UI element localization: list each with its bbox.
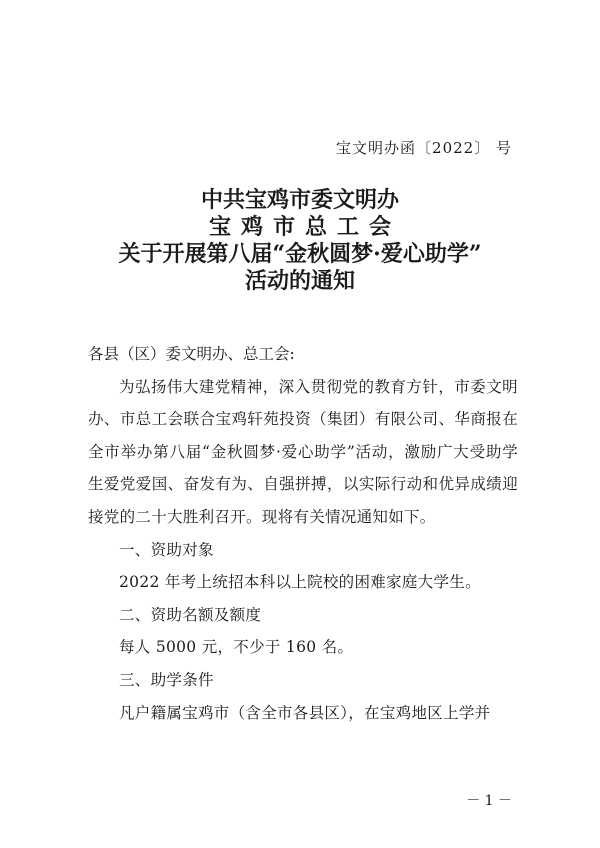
salutation: 各县（区）委文明办、总工会: (88, 345, 295, 363)
title-line-issuer-1: 中共宝鸡市委文明办 (200, 187, 399, 213)
page-number: － 1 － (466, 793, 512, 809)
intro-paragraph: 为弘扬伟大建党精神，深入贯彻党的教育方针，市委文明办、市总工会联合宝鸡轩苑投资（集团）有限公司、华商报在全市举办第八届“金秋圆梦·爱心助学”活动，激励广大受助学生爱党爱国、奋发有为、自强拼搏，以实际行动和优异成绩迎接党的二十大胜利召开。现将有关情况通知如下。 (88, 377, 518, 526)
section-text-conditions: 凡户籍属宝鸡市（含全市各县区），在宝鸡地区上学并 (119, 703, 491, 722)
title-line-subject: 关于开展第八届“金秋圆梦·爱心助学” (118, 241, 482, 267)
document-body (88, 338, 518, 729)
document-title (0, 187, 600, 295)
section-text-quota: 每人 5000 元，不少于 160 名。 (119, 638, 354, 657)
section-heading-quota: 二、资助名额及额度 (119, 605, 262, 624)
section-text-recipients: 2022 年考上统招本科以上院校的困难家庭大学生。 (119, 573, 481, 592)
section-heading-conditions: 三、助学条件 (119, 670, 214, 689)
document-number: 宝文明办函〔2022〕 号 (336, 139, 512, 157)
title-line-subject-end: 活动的通知 (244, 268, 355, 294)
section-heading-recipients: 一、资助对象 (119, 540, 214, 559)
title-line-issuer-2: 宝鸡市总工会 (208, 214, 401, 240)
